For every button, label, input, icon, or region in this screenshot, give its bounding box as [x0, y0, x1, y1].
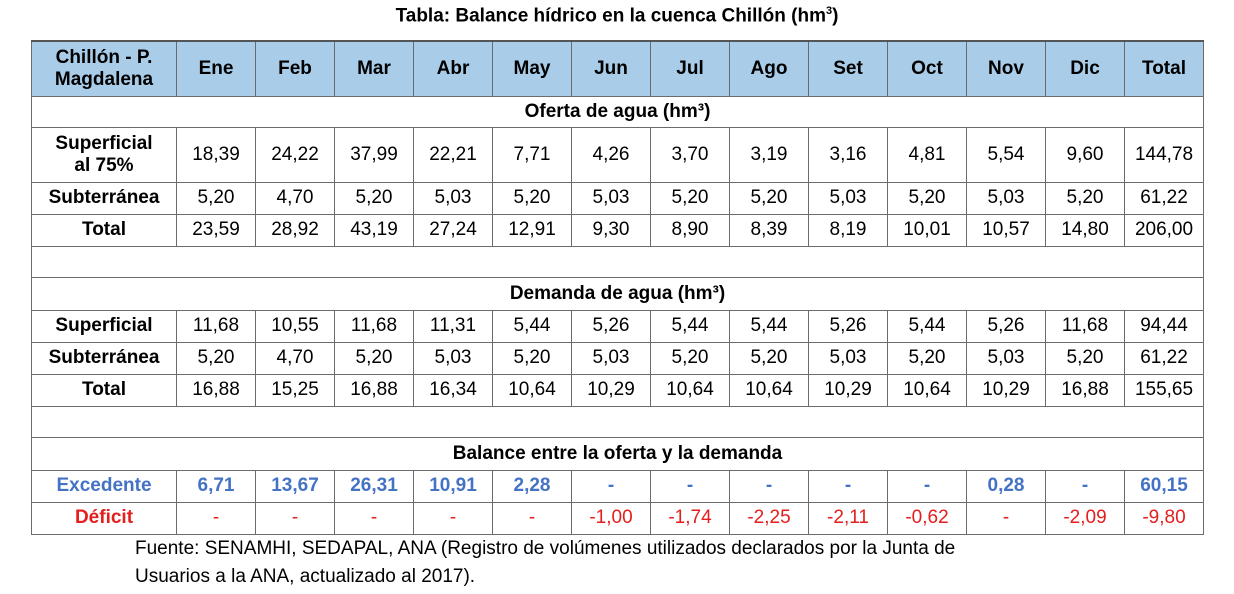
- blank-cell: [32, 406, 1204, 437]
- value-cell: 10,55: [256, 310, 335, 342]
- value-cell: 9,60: [1046, 127, 1125, 182]
- value-cell: 5,44: [730, 310, 809, 342]
- table-row: [32, 127, 1204, 182]
- table-row: [32, 374, 1204, 406]
- value-cell: 4,26: [572, 127, 651, 182]
- value-cell: 8,39: [730, 214, 809, 246]
- value-cell: 0,28: [967, 470, 1046, 502]
- value-cell: 8,19: [809, 214, 888, 246]
- table-title: Tabla: Balance hídrico en la cuenca Chillón $(hm^3)$: [395, 5, 839, 27]
- table-row: [32, 182, 1204, 214]
- value-cell: 16,88: [177, 374, 256, 406]
- header-month: Ene: [177, 41, 256, 96]
- value-cell: 5,20: [1046, 342, 1125, 374]
- blank-row: [32, 246, 1204, 277]
- value-cell: 5,44: [888, 310, 967, 342]
- value-cell: 10,64: [888, 374, 967, 406]
- value-cell: -1,74: [651, 502, 730, 534]
- value-cell: 8,90: [651, 214, 730, 246]
- balance-section-title: Balance entre la oferta y la demanda: [32, 437, 1204, 470]
- header-month: Abr: [414, 41, 493, 96]
- value-cell: 5,03: [414, 182, 493, 214]
- value-cell: 43,19: [335, 214, 414, 246]
- value-cell: 12,91: [493, 214, 572, 246]
- row-label: Subterránea: [32, 182, 177, 214]
- value-cell: -2,25: [730, 502, 809, 534]
- value-cell: -: [730, 470, 809, 502]
- value-cell: 5,20: [888, 182, 967, 214]
- header-month: May: [493, 41, 572, 96]
- value-cell: -1,00: [572, 502, 651, 534]
- value-cell: -9,80: [1125, 502, 1204, 534]
- value-cell: 9,30: [572, 214, 651, 246]
- value-cell: 26,31: [335, 470, 414, 502]
- blank-cell: [32, 246, 1204, 277]
- value-cell: 24,22: [256, 127, 335, 182]
- oferta-section-title: Oferta de agua (hm³): [32, 96, 1204, 127]
- header-month: Jul: [651, 41, 730, 96]
- value-cell: 5,20: [888, 342, 967, 374]
- header-month: Set: [809, 41, 888, 96]
- value-cell: 10,64: [493, 374, 572, 406]
- value-cell: 60,15: [1125, 470, 1204, 502]
- value-cell: -2,11: [809, 502, 888, 534]
- header-month: Oct: [888, 41, 967, 96]
- value-cell: 5,20: [651, 182, 730, 214]
- value-cell: -: [493, 502, 572, 534]
- value-cell: 5,20: [730, 342, 809, 374]
- value-cell: 5,03: [809, 182, 888, 214]
- value-cell: 4,70: [256, 182, 335, 214]
- value-cell: 155,65: [1125, 374, 1204, 406]
- value-cell: -: [888, 470, 967, 502]
- value-cell: 11,31: [414, 310, 493, 342]
- row-label: Déficit: [32, 502, 177, 534]
- blank-row: [32, 406, 1204, 437]
- value-cell: 6,71: [177, 470, 256, 502]
- value-cell: -2,09: [1046, 502, 1125, 534]
- value-cell: 5,03: [572, 342, 651, 374]
- value-cell: 15,25: [256, 374, 335, 406]
- table-row: [32, 502, 1204, 534]
- header-month: Nov: [967, 41, 1046, 96]
- value-cell: 61,22: [1125, 342, 1204, 374]
- value-cell: -: [967, 502, 1046, 534]
- value-cell: 5,20: [335, 182, 414, 214]
- value-cell: 10,91: [414, 470, 493, 502]
- value-cell: 5,26: [809, 310, 888, 342]
- row-label: Total: [32, 374, 177, 406]
- value-cell: 2,28: [493, 470, 572, 502]
- value-cell: 5,03: [967, 182, 1046, 214]
- value-cell: 10,29: [572, 374, 651, 406]
- water-balance-table: [31, 40, 1204, 535]
- table-row: [32, 470, 1204, 502]
- value-cell: 206,00: [1125, 214, 1204, 246]
- demanda-section: [32, 277, 1204, 310]
- value-cell: -: [572, 470, 651, 502]
- value-cell: 10,64: [651, 374, 730, 406]
- value-cell: -: [256, 502, 335, 534]
- value-cell: 10,64: [730, 374, 809, 406]
- value-cell: 61,22: [1125, 182, 1204, 214]
- table-row: [32, 342, 1204, 374]
- value-cell: 10,01: [888, 214, 967, 246]
- value-cell: 5,44: [493, 310, 572, 342]
- demanda-section-title: Demanda de agua (hm³): [32, 277, 1204, 310]
- value-cell: 5,44: [651, 310, 730, 342]
- value-cell: 5,20: [651, 342, 730, 374]
- value-cell: 5,20: [335, 342, 414, 374]
- value-cell: 3,19: [730, 127, 809, 182]
- value-cell: 5,20: [730, 182, 809, 214]
- value-cell: 10,57: [967, 214, 1046, 246]
- value-cell: 16,88: [335, 374, 414, 406]
- value-cell: 5,20: [493, 182, 572, 214]
- value-cell: 5,26: [967, 310, 1046, 342]
- value-cell: 10,29: [809, 374, 888, 406]
- row-label: Excedente: [32, 470, 177, 502]
- value-cell: 27,24: [414, 214, 493, 246]
- source-note: Fuente: SENAMHI, SEDAPAL, ANA (Registro de volúmenes utilizados declarados por la Junta de Usuarios a la ANA, actualizado al 2017).: [135, 538, 956, 587]
- value-cell: 4,81: [888, 127, 967, 182]
- value-cell: -0,62: [888, 502, 967, 534]
- value-cell: 4,70: [256, 342, 335, 374]
- value-cell: 37,99: [335, 127, 414, 182]
- value-cell: 28,92: [256, 214, 335, 246]
- value-cell: -: [177, 502, 256, 534]
- value-cell: 7,71: [493, 127, 572, 182]
- value-cell: 16,88: [1046, 374, 1125, 406]
- value-cell: 14,80: [1046, 214, 1125, 246]
- value-cell: 5,20: [177, 182, 256, 214]
- value-cell: 3,16: [809, 127, 888, 182]
- value-cell: 23,59: [177, 214, 256, 246]
- row-label: Total: [32, 214, 177, 246]
- value-cell: 5,03: [414, 342, 493, 374]
- header-basin: Chillón - P. Magdalena: [32, 41, 177, 96]
- value-cell: 5,03: [967, 342, 1046, 374]
- header-total: Total: [1125, 41, 1204, 96]
- value-cell: 5,20: [493, 342, 572, 374]
- value-cell: 5,03: [572, 182, 651, 214]
- header-month: Jun: [572, 41, 651, 96]
- header-month: Ago: [730, 41, 809, 96]
- table-row: [32, 310, 1204, 342]
- value-cell: 10,29: [967, 374, 1046, 406]
- value-cell: -: [335, 502, 414, 534]
- value-cell: 16,34: [414, 374, 493, 406]
- oferta-section: [32, 96, 1204, 127]
- row-label: Superficial: [32, 310, 177, 342]
- value-cell: -: [414, 502, 493, 534]
- value-cell: -: [809, 470, 888, 502]
- value-cell: 5,26: [572, 310, 651, 342]
- header-row: [32, 41, 1204, 96]
- row-label: Superficial al 75%: [32, 127, 177, 182]
- table-row: [32, 214, 1204, 246]
- header-month: Feb: [256, 41, 335, 96]
- value-cell: 22,21: [414, 127, 493, 182]
- balance-section: [32, 437, 1204, 470]
- value-cell: 5,20: [177, 342, 256, 374]
- value-cell: 11,68: [335, 310, 414, 342]
- value-cell: 5,03: [809, 342, 888, 374]
- value-cell: 18,39: [177, 127, 256, 182]
- value-cell: 11,68: [1046, 310, 1125, 342]
- value-cell: 144,78: [1125, 127, 1204, 182]
- row-label: Subterránea: [32, 342, 177, 374]
- value-cell: -: [1046, 470, 1125, 502]
- value-cell: 11,68: [177, 310, 256, 342]
- value-cell: 5,20: [1046, 182, 1125, 214]
- value-cell: 94,44: [1125, 310, 1204, 342]
- header-month: Mar: [335, 41, 414, 96]
- value-cell: -: [651, 470, 730, 502]
- header-month: Dic: [1046, 41, 1125, 96]
- value-cell: 13,67: [256, 470, 335, 502]
- value-cell: 3,70: [651, 127, 730, 182]
- value-cell: 5,54: [967, 127, 1046, 182]
